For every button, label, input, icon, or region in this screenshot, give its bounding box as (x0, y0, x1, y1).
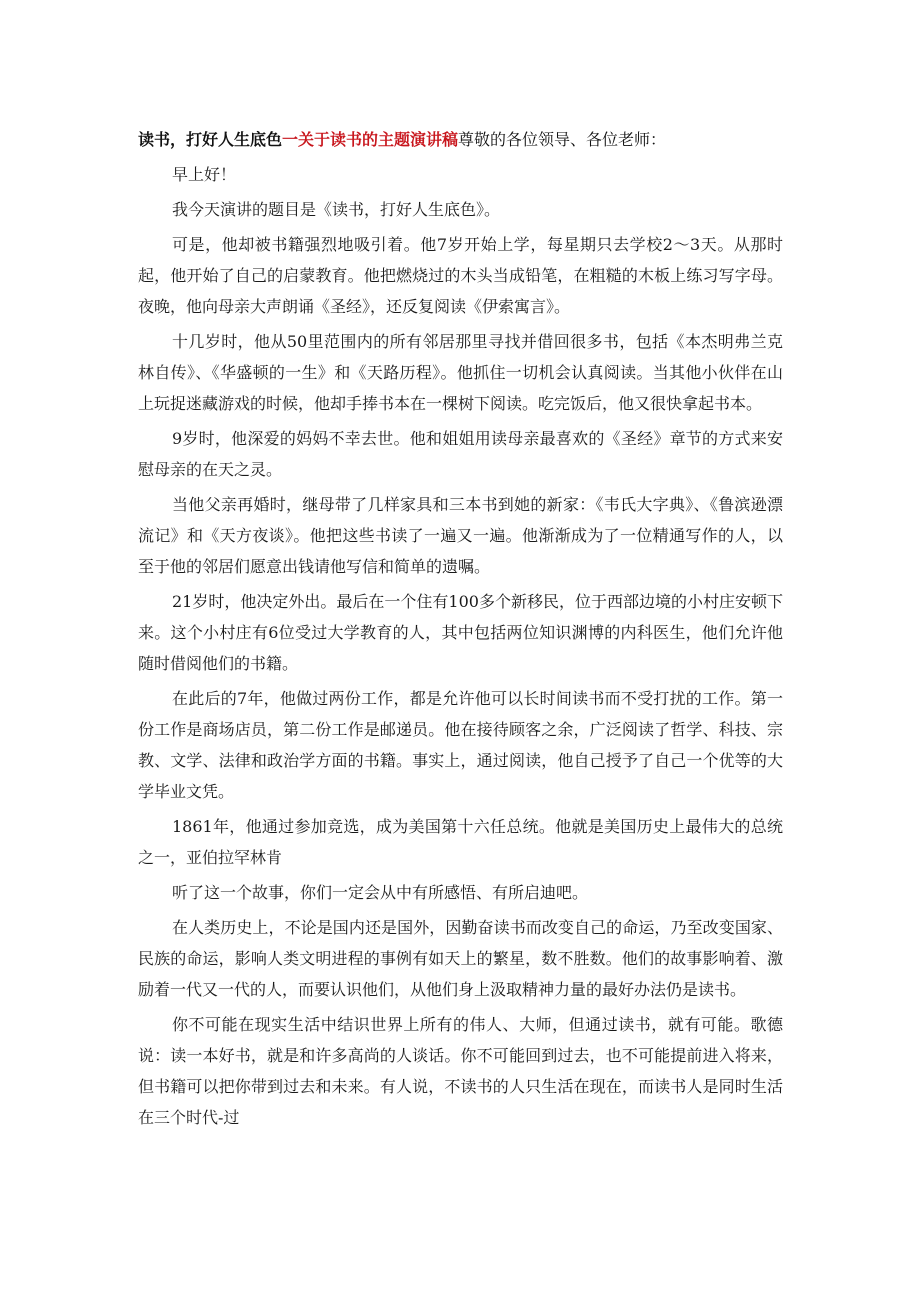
paragraph: 21岁时，他决定外出。最后在一个住有100多个新移民，位于西部边境的小村庄安顿下来。这个小村庄有6位受过大学教育的人，其中包括两位知识渊博的内科医生，他们允许他随时借阅他们的书籍。 (138, 592, 783, 673)
paragraph: 在人类历史上，不论是国内还是国外，因勤奋读书而改变自己的命运，乃至改变国家、民族的命运，影响人类文明进程的事例有如天上的繁星，数不胜数。他们的故事影响着、激励着一代又一代的人，而要认识他们，从他们身上汲取精神力量的最好办法仍是读书。 (138, 918, 783, 999)
paragraph: 十几岁时，他从50里范围内的所有邻居那里寻找并借回很多书，包括《本杰明弗兰克林自传》、《华盛顿的一生》和《天路历程》。他抓住一切机会认真阅读。当其他小伙伴在山上玩捉迷藏游戏的时候，他却手捧书本在一棵树下阅读。吃完饭后，他又很快拿起书本。 (138, 332, 783, 413)
document-body (138, 124, 783, 1137)
paragraph: 你不可能在现实生活中结识世界上所有的伟人、大师，但通过读书，就有可能。歌德说：读一本好书，就是和许多高尚的人谈话。你不可能回到过去，也不可能提前进入将来，但书籍可以把你带到过去和未来。有人说，不读书的人只生活在现在，而读书人是同时生活在三个时代-过 (138, 1015, 783, 1127)
title-subtitle: 一关于读书的主题演讲稿 (282, 130, 459, 149)
paragraph: 在此后的7年，他做过两份工作，都是允许他可以长时间读书而不受打扰的工作。第一份工作是商场店员，第二份工作是邮递员。他在接待顾客之余，广泛阅读了哲学、科技、宗教、文学、法律和政治学方面的书籍。事实上，通过阅读，他自己授予了自己一个优等的大学毕业文凭。 (138, 689, 783, 801)
paragraph: 听了这一个故事，你们一定会从中有所感悟、有所启迪吧。 (172, 883, 589, 902)
title-main: 读书，打好人生底色 (138, 130, 283, 149)
document-title (138, 124, 783, 155)
paragraph: 当他父亲再婚时，继母带了几样家具和三本书到她的新家：《韦氏大字典》、《鲁滨逊漂流记》和《天方夜谈》。他把这些书读了一遍又一遍。他渐渐成为了一位精通写作的人，以至于他的邻居们愿意出钱请他写信和简单的遗嘱。 (138, 495, 783, 576)
paragraph: 1861年，他通过参加竞选，成为美国第十六任总统。他就是美国历史上最伟大的总统之一，亚伯拉罕林肯 (138, 817, 783, 867)
paragraph: 我今天演讲的题目是《读书，打好人生底色》。 (172, 200, 501, 219)
paragraph: 早上好！ (172, 165, 237, 184)
paragraph-list (138, 159, 783, 1133)
paragraph: 9岁时，他深爱的妈妈不幸去世。他和姐姐用读母亲最喜欢的《圣经》章节的方式来安慰母亲的在天之灵。 (138, 429, 783, 479)
paragraph: 可是，他却被书籍强烈地吸引着。他7岁开始上学，每星期只去学校2～3天。从那时起，他开始了自己的启蒙教育。他把燃烧过的木头当成铅笔，在粗糙的木板上练习写字母。夜晚，他向母亲大声朗诵《圣经》，还反复阅读《伊索寓言》。 (138, 235, 783, 316)
salutation: 尊敬的各位领导、各位老师： (458, 130, 667, 149)
